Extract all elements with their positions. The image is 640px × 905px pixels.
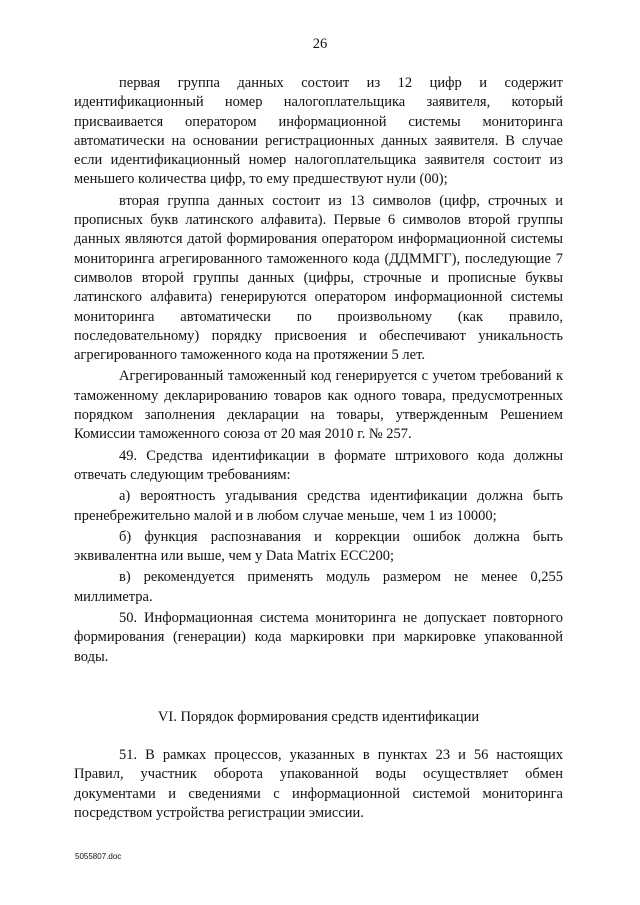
- paragraph-item-49-c: в) рекомендуется применять модуль размером не менее 0,255 миллиметра.: [74, 569, 563, 605]
- paragraph-aggregated-code: Агрегированный таможенный код генерируется с учетом требований к таможенному декларированию товаров как одного товара, предусмотренных порядком заполнения декларации на товары, утвержденным Решением Комиссии таможенного союза от 20 мая 2010 г. № 257.: [74, 368, 563, 443]
- page-number: 26: [312, 36, 328, 52]
- paragraph-first-group: первая группа данных состоит из 12 цифр и содержит идентификационный номер налогоплательщика заявителя, который присваивается оператором информационной системы мониторинга автоматически на основании регистрационных данных заявителя. В случае если идентификационный номер налогоплательщика заявителя состоит из меньшего количества цифр, то ему предшествуют нули (00);: [74, 75, 563, 188]
- paragraph-item-49: 49. Средства идентификации в формате штрихового кода должны отвечать следующим требованиям:: [74, 447, 563, 483]
- paragraph-item-49-b: б) функция распознавания и коррекции ошибок должна быть эквивалентна или выше, чем у Data Matrix ECC200;: [74, 528, 563, 565]
- file-name-footer: 5055807.doc: [75, 852, 122, 861]
- paragraph-second-group: вторая группа данных состоит из 13 символов (цифр, строчных и прописных букв латинского алфавита). Первые 6 символов второй группы данных являются датой формирования оператором информационной системы мониторинга агрегированного таможенного кода (ДДММГГ), последующие 7 символов второй группы данных (цифры, строчные и прописные буквы латинского алфавита) генерируются оператором информационной системы мониторинга автоматически по произвольному (как правило, последовательному) порядку присвоения и обеспечивают уникальность агрегированного таможенного кода на протяжении 5 лет.: [74, 192, 563, 364]
- paragraph-item-51: 51. В рамках процессов, указанных в пунктах 23 и 56 настоящих Правил, участник оборота упакованной воды осуществляет обмен документами и сведениями с информационной системой мониторинга посредством устройства регистрации эмиссии.: [74, 747, 563, 821]
- document-body-continued: [74, 746, 563, 823]
- paragraph-item-49-a: а) вероятность угадывания средства идентификации должна быть пренебрежительно малой и в любом случае меньше, чем 1 из 10000;: [74, 488, 563, 524]
- section-heading: VI. Порядок формирования средств идентификации: [157, 709, 480, 725]
- paragraph-item-50: 50. Информационная система мониторинга не допускает повторного формирования (генерации) кода маркировки при маркировке упакованной воды.: [74, 610, 563, 665]
- document-body: [74, 74, 563, 667]
